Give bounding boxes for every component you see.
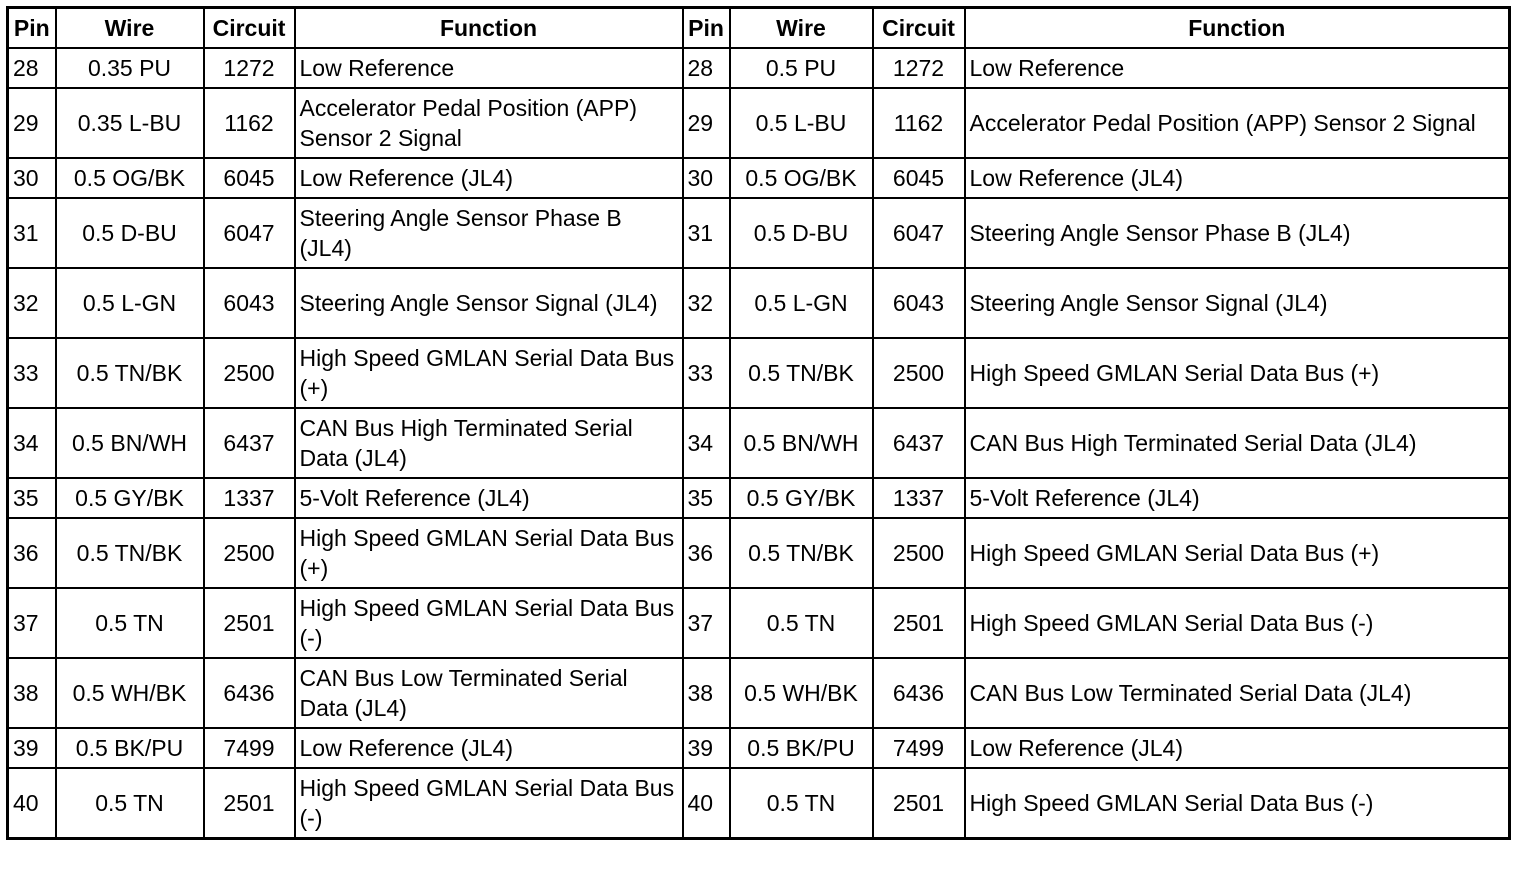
circuit-cell: 1162 — [204, 88, 295, 158]
function-cell: High Speed GMLAN Serial Data Bus (+) — [295, 518, 683, 588]
function-cell: CAN Bus Low Terminated Serial Data (JL4) — [965, 658, 1510, 728]
function-cell: Low Reference (JL4) — [295, 728, 683, 768]
circuit-cell: 2501 — [204, 768, 295, 839]
circuit-cell: 6047 — [204, 198, 295, 268]
table-row — [8, 588, 1510, 658]
wire-cell: 0.5 OG/BK — [56, 158, 204, 198]
function-cell: 5-Volt Reference (JL4) — [295, 478, 683, 518]
wire-cell: 0.5 BN/WH — [56, 408, 204, 478]
wire-cell: 0.5 D-BU — [56, 198, 204, 268]
pin-cell: 29 — [8, 88, 56, 158]
wire-cell: 0.5 TN/BK — [730, 518, 873, 588]
pin-cell: 38 — [683, 658, 730, 728]
pin-cell: 34 — [8, 408, 56, 478]
header-pin: Pin — [683, 8, 730, 49]
function-cell: High Speed GMLAN Serial Data Bus (+) — [295, 338, 683, 408]
wire-cell: 0.5 TN/BK — [56, 518, 204, 588]
circuit-cell: 7499 — [204, 728, 295, 768]
header-function: Function — [295, 8, 683, 49]
header-wire: Wire — [56, 8, 204, 49]
wire-cell: 0.5 TN — [56, 588, 204, 658]
function-cell: Low Reference (JL4) — [965, 728, 1510, 768]
pin-cell: 39 — [8, 728, 56, 768]
function-cell: Accelerator Pedal Position (APP) Sensor 2 Signal — [965, 88, 1510, 158]
pin-cell: 33 — [8, 338, 56, 408]
table-row — [8, 268, 1510, 338]
wire-cell: 0.5 BK/PU — [730, 728, 873, 768]
pin-cell: 30 — [8, 158, 56, 198]
header-circuit: Circuit — [204, 8, 295, 49]
pin-cell: 38 — [8, 658, 56, 728]
pin-cell: 37 — [683, 588, 730, 658]
wire-cell: 0.35 PU — [56, 48, 204, 88]
wire-cell: 0.5 GY/BK — [730, 478, 873, 518]
circuit-cell: 6045 — [204, 158, 295, 198]
function-cell: High Speed GMLAN Serial Data Bus (+) — [965, 338, 1510, 408]
connector-end-view-table — [6, 6, 1508, 840]
table-row — [8, 48, 1510, 88]
function-cell: Steering Angle Sensor Phase B (JL4) — [295, 198, 683, 268]
function-cell: High Speed GMLAN Serial Data Bus (-) — [965, 588, 1510, 658]
wire-cell: 0.5 TN — [730, 768, 873, 839]
circuit-cell: 6437 — [204, 408, 295, 478]
function-cell: Low Reference — [965, 48, 1510, 88]
circuit-cell: 6436 — [204, 658, 295, 728]
circuit-cell: 2501 — [873, 588, 965, 658]
circuit-cell: 6436 — [873, 658, 965, 728]
circuit-cell: 6043 — [204, 268, 295, 338]
table-row — [8, 658, 1510, 728]
table-header-row — [8, 8, 1510, 49]
pin-cell: 39 — [683, 728, 730, 768]
circuit-cell: 2500 — [873, 338, 965, 408]
pin-cell: 34 — [683, 408, 730, 478]
circuit-cell: 1272 — [873, 48, 965, 88]
circuit-cell: 6043 — [873, 268, 965, 338]
table-row — [8, 728, 1510, 768]
function-cell: Low Reference (JL4) — [295, 158, 683, 198]
circuit-cell: 1337 — [873, 478, 965, 518]
wire-cell: 0.5 L-GN — [56, 268, 204, 338]
header-wire: Wire — [730, 8, 873, 49]
header-circuit: Circuit — [873, 8, 965, 49]
table-row — [8, 338, 1510, 408]
circuit-cell: 2500 — [873, 518, 965, 588]
circuit-cell: 2500 — [204, 518, 295, 588]
function-cell: Steering Angle Sensor Signal (JL4) — [965, 268, 1510, 338]
circuit-cell: 6437 — [873, 408, 965, 478]
function-cell: Steering Angle Sensor Phase B (JL4) — [965, 198, 1510, 268]
wire-cell: 0.5 TN — [730, 588, 873, 658]
function-cell: 5-Volt Reference (JL4) — [965, 478, 1510, 518]
pinout-table — [6, 6, 1511, 840]
circuit-cell: 2500 — [204, 338, 295, 408]
wire-cell: 0.5 TN/BK — [56, 338, 204, 408]
function-cell: Low Reference — [295, 48, 683, 88]
pin-cell: 32 — [8, 268, 56, 338]
table-row — [8, 408, 1510, 478]
function-cell: CAN Bus Low Terminated Serial Data (JL4) — [295, 658, 683, 728]
function-cell: High Speed GMLAN Serial Data Bus (-) — [295, 768, 683, 839]
function-cell: High Speed GMLAN Serial Data Bus (+) — [965, 518, 1510, 588]
wire-cell: 0.5 OG/BK — [730, 158, 873, 198]
wire-cell: 0.5 WH/BK — [730, 658, 873, 728]
pin-cell: 40 — [683, 768, 730, 839]
function-cell: High Speed GMLAN Serial Data Bus (-) — [295, 588, 683, 658]
circuit-cell: 2501 — [204, 588, 295, 658]
wire-cell: 0.5 WH/BK — [56, 658, 204, 728]
circuit-cell: 1162 — [873, 88, 965, 158]
circuit-cell: 6045 — [873, 158, 965, 198]
table-row — [8, 518, 1510, 588]
header-function: Function — [965, 8, 1510, 49]
header-pin: Pin — [8, 8, 56, 49]
circuit-cell: 1337 — [204, 478, 295, 518]
circuit-cell: 7499 — [873, 728, 965, 768]
pin-cell: 28 — [683, 48, 730, 88]
wire-cell: 0.5 BN/WH — [730, 408, 873, 478]
table-row — [8, 198, 1510, 268]
pin-cell: 37 — [8, 588, 56, 658]
function-cell: CAN Bus High Terminated Serial Data (JL4) — [965, 408, 1510, 478]
pin-cell: 35 — [8, 478, 56, 518]
wire-cell: 0.5 PU — [730, 48, 873, 88]
pin-cell: 40 — [8, 768, 56, 839]
table-row — [8, 478, 1510, 518]
function-cell: Steering Angle Sensor Signal (JL4) — [295, 268, 683, 338]
pin-cell: 32 — [683, 268, 730, 338]
table-row — [8, 158, 1510, 198]
table-row — [8, 768, 1510, 839]
function-cell: Low Reference (JL4) — [965, 158, 1510, 198]
wire-cell: 0.5 GY/BK — [56, 478, 204, 518]
pin-cell: 35 — [683, 478, 730, 518]
wire-cell: 0.5 L-BU — [730, 88, 873, 158]
circuit-cell: 1272 — [204, 48, 295, 88]
table-body — [8, 48, 1510, 839]
function-cell: CAN Bus High Terminated Serial Data (JL4) — [295, 408, 683, 478]
circuit-cell: 2501 — [873, 768, 965, 839]
pin-cell: 31 — [683, 198, 730, 268]
wire-cell: 0.5 BK/PU — [56, 728, 204, 768]
pin-cell: 36 — [683, 518, 730, 588]
pin-cell: 30 — [683, 158, 730, 198]
pin-cell: 29 — [683, 88, 730, 158]
function-cell: Accelerator Pedal Position (APP) Sensor 2 Signal — [295, 88, 683, 158]
wire-cell: 0.35 L-BU — [56, 88, 204, 158]
wire-cell: 0.5 TN — [56, 768, 204, 839]
table-row — [8, 88, 1510, 158]
pin-cell: 36 — [8, 518, 56, 588]
wire-cell: 0.5 TN/BK — [730, 338, 873, 408]
pin-cell: 33 — [683, 338, 730, 408]
pin-cell: 28 — [8, 48, 56, 88]
pin-cell: 31 — [8, 198, 56, 268]
wire-cell: 0.5 D-BU — [730, 198, 873, 268]
wire-cell: 0.5 L-GN — [730, 268, 873, 338]
circuit-cell: 6047 — [873, 198, 965, 268]
function-cell: High Speed GMLAN Serial Data Bus (-) — [965, 768, 1510, 839]
